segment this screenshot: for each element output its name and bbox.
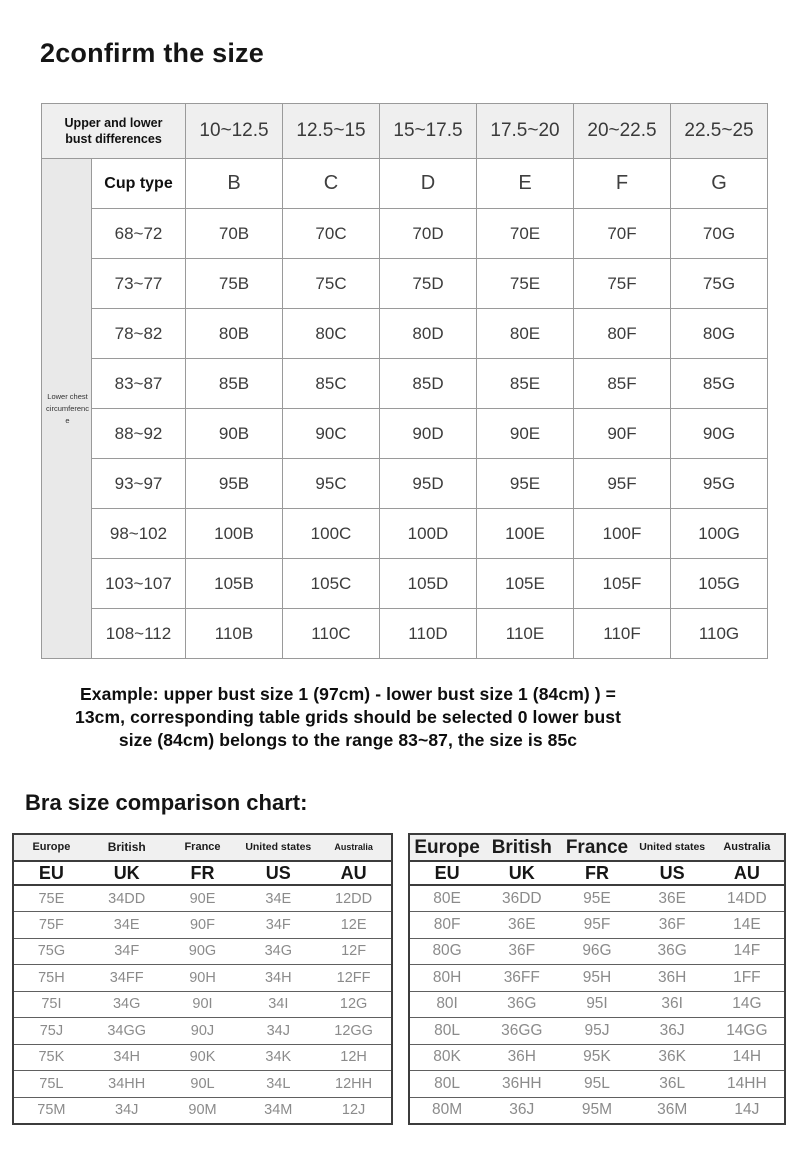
comparison-size-value: 75K [13,1044,89,1071]
bra-size-value: 95E [477,459,574,509]
comparison-table-body-0 [13,834,392,1124]
comparison-size-value: 95M [559,1097,634,1124]
country-code-row [13,861,392,885]
comparison-size-value: 80F [409,912,484,939]
country-header: Australia [710,834,785,861]
comparison-size-value: 14HH [710,1071,785,1098]
comparison-size-value: 12F [316,938,392,965]
comparison-size-value: 14GG [710,1018,785,1045]
comparison-size-value: 75G [13,938,89,965]
bra-size-value: 80C [283,309,380,359]
lower-chest-range: 73~77 [92,259,186,309]
country-code: UK [89,861,165,885]
comparison-row [13,912,392,939]
comparison-size-value: 1FF [710,965,785,992]
comparison-size-value: 14DD [710,885,785,912]
bra-size-value: 95D [380,459,477,509]
bra-size-value: 105C [283,559,380,609]
bra-size-value: 90F [574,409,671,459]
bra-size-value: 110C [283,609,380,659]
comparison-size-value: 95L [559,1071,634,1098]
size-table-body [42,104,768,659]
bust-difference-range: 15~17.5 [380,104,477,159]
comparison-size-value: 80E [409,885,484,912]
bra-size-value: 90G [671,409,768,459]
comparison-row [13,1097,392,1124]
size-table-row [42,259,768,309]
comparison-size-value: 75L [13,1071,89,1098]
country-header: United states [635,834,710,861]
bra-size-value: 90B [186,409,283,459]
comparison-size-value: 12G [316,991,392,1018]
bra-size-value: 95G [671,459,768,509]
bra-size-value: 80B [186,309,283,359]
bra-size-value: 75G [671,259,768,309]
country-code: EU [13,861,89,885]
bra-size-value: 110D [380,609,477,659]
comparison-size-value: 36H [635,965,710,992]
comparison-size-value: 95E [559,885,634,912]
lower-chest-range: 98~102 [92,509,186,559]
comparison-size-value: 90H [165,965,241,992]
comparison-size-value: 34J [89,1097,165,1124]
cup-letter: F [574,159,671,209]
comparison-size-value: 34I [240,991,316,1018]
bra-size-value: 90C [283,409,380,459]
comparison-size-value: 80L [409,1071,484,1098]
cup-letter: B [186,159,283,209]
comparison-size-value: 34G [89,991,165,1018]
bra-size-value: 105G [671,559,768,609]
example-line: size (84cm) belongs to the range 83~87, the size is 85c [118,730,578,751]
comparison-row [409,1018,785,1045]
comparison-size-value: 12FF [316,965,392,992]
country-code: AU [710,861,785,885]
comparison-size-value: 36J [635,1018,710,1045]
comparison-size-value: 90F [165,912,241,939]
comparison-table-75-band [12,833,393,1125]
comparison-row [409,991,785,1018]
comparison-size-value: 80G [409,938,484,965]
comparison-size-value: 12HH [316,1071,392,1098]
comparison-size-value: 95F [559,912,634,939]
size-table-row [42,559,768,609]
comparison-chart-heading: Bra size comparison chart: [25,790,308,815]
comparison-size-value: 90K [165,1044,241,1071]
country-header: France [559,834,634,861]
comparison-size-value: 14F [710,938,785,965]
comparison-size-value: 75J [13,1018,89,1045]
comparison-size-value: 80L [409,1018,484,1045]
bra-size-value: 110G [671,609,768,659]
comparison-size-value: 12DD [316,885,392,912]
comparison-size-value: 36H [484,1044,559,1071]
cup-letter: G [671,159,768,209]
comparison-size-value: 14H [710,1044,785,1071]
comparison-row [13,1071,392,1098]
comparison-size-value: 90M [165,1097,241,1124]
size-table-row [42,609,768,659]
comparison-size-value: 36GG [484,1018,559,1045]
country-code: UK [484,861,559,885]
comparison-size-value: 36F [635,912,710,939]
comparison-size-value: 36FF [484,965,559,992]
country-code: FR [559,861,634,885]
bra-size-value: 100E [477,509,574,559]
lower-chest-range: 103~107 [92,559,186,609]
comparison-size-value: 34G [240,938,316,965]
comparison-size-value: 34DD [89,885,165,912]
comparison-row [13,965,392,992]
bra-size-value: 85E [477,359,574,409]
bra-size-value: 95F [574,459,671,509]
bra-size-value: 100B [186,509,283,559]
comparison-size-value: 36G [484,991,559,1018]
comparison-row [409,912,785,939]
bust-difference-range: 20~22.5 [574,104,671,159]
lower-chest-range: 108~112 [92,609,186,659]
lower-chest-range: 68~72 [92,209,186,259]
comparison-size-value: 34H [240,965,316,992]
comparison-size-value: 36E [635,885,710,912]
bra-size-value: 85B [186,359,283,409]
comparison-size-value: 12GG [316,1018,392,1045]
country-header: British [484,834,559,861]
bra-size-value: 110F [574,609,671,659]
comparison-size-value: 90I [165,991,241,1018]
bra-size-value: 105F [574,559,671,609]
comparison-size-value: 36HH [484,1071,559,1098]
comparison-size-value: 75E [13,885,89,912]
bust-difference-range: 12.5~15 [283,104,380,159]
comparison-size-value: 36K [635,1044,710,1071]
bra-size-value: 70E [477,209,574,259]
bra-size-value: 85G [671,359,768,409]
bra-size-value: 100G [671,509,768,559]
bra-size-value: 100D [380,509,477,559]
country-header-row [409,834,785,861]
lower-chest-side-label: Lower chest circumference [42,159,92,659]
comparison-size-value: 34J [240,1018,316,1045]
bra-size-value: 90D [380,409,477,459]
comparison-size-value: 36G [635,938,710,965]
comparison-size-value: 75H [13,965,89,992]
bra-size-value: 75E [477,259,574,309]
country-code: FR [165,861,241,885]
country-code: EU [409,861,484,885]
bra-size-value: 70D [380,209,477,259]
comparison-row [409,1071,785,1098]
comparison-size-value: 14E [710,912,785,939]
comparison-row [409,938,785,965]
bra-size-value: 75C [283,259,380,309]
comparison-size-value: 90E [165,885,241,912]
comparison-size-value: 95H [559,965,634,992]
comparison-size-value: 80H [409,965,484,992]
bra-size-value: 85C [283,359,380,409]
lower-chest-range: 83~87 [92,359,186,409]
comparison-size-value: 12J [316,1097,392,1124]
size-table [41,103,768,659]
bra-size-value: 80F [574,309,671,359]
bra-size-value: 105D [380,559,477,609]
comparison-size-value: 34GG [89,1018,165,1045]
comparison-size-value: 12H [316,1044,392,1071]
bra-size-value: 70C [283,209,380,259]
comparison-size-value: 36E [484,912,559,939]
bra-size-value: 110B [186,609,283,659]
comparison-size-value: 90L [165,1071,241,1098]
bra-size-value: 105E [477,559,574,609]
comparison-size-value: 95I [559,991,634,1018]
cup-type-row [42,159,768,209]
comparison-row [13,991,392,1018]
comparison-row [13,1044,392,1071]
comparison-size-value: 75I [13,991,89,1018]
comparison-size-value: 34HH [89,1071,165,1098]
country-header: Europe [409,834,484,861]
lower-chest-range: 88~92 [92,409,186,459]
comparison-row [409,1044,785,1071]
country-code-row [409,861,785,885]
comparison-size-value: 34M [240,1097,316,1124]
bra-size-value: 70B [186,209,283,259]
size-table-row [42,209,768,259]
lower-chest-range: 93~97 [92,459,186,509]
comparison-size-value: 34F [240,912,316,939]
comparison-size-value: 36M [635,1097,710,1124]
comparison-size-value: 14J [710,1097,785,1124]
country-header: Europe [13,834,89,861]
comparison-size-value: 34FF [89,965,165,992]
country-code: AU [316,861,392,885]
country-header: Australia [316,834,392,861]
comparison-row [13,938,392,965]
comparison-row [409,1097,785,1124]
comparison-size-value: 36F [484,938,559,965]
bra-size-value: 75D [380,259,477,309]
comparison-size-value: 75F [13,912,89,939]
comparison-size-value: 80I [409,991,484,1018]
country-header-row [13,834,392,861]
example-line: Example: upper bust size 1 (97cm) - lower bust size 1 (84cm) ) = [80,684,616,704]
comparison-size-value: 96G [559,938,634,965]
country-code: US [240,861,316,885]
bust-difference-header: Upper and lower bust differences [42,104,186,159]
comparison-size-value: 95K [559,1044,634,1071]
comparison-row [13,1018,392,1045]
comparison-size-value: 34H [89,1044,165,1071]
comparison-table-body-1 [409,834,785,1124]
size-table-row [42,459,768,509]
country-header: British [89,834,165,861]
comparison-size-value: 36I [635,991,710,1018]
bust-difference-range: 22.5~25 [671,104,768,159]
page-title: 2confirm the size [40,38,264,68]
size-table-row [42,509,768,559]
country-header: United states [240,834,316,861]
comparison-size-value: 36L [635,1071,710,1098]
comparison-size-value: 36J [484,1097,559,1124]
comparison-row [409,965,785,992]
bra-size-value: 75B [186,259,283,309]
bust-difference-range: 17.5~20 [477,104,574,159]
bra-size-value: 80D [380,309,477,359]
cup-type-label: Cup type [92,159,186,209]
example-line: 13cm, corresponding table grids should be selected 0 lower bust [74,707,621,728]
lower-chest-range: 78~82 [92,309,186,359]
bra-size-value: 95B [186,459,283,509]
bust-difference-range: 10~12.5 [186,104,283,159]
cup-letter: C [283,159,380,209]
cup-letter: D [380,159,477,209]
bra-size-value: 105B [186,559,283,609]
comparison-size-value: 12E [316,912,392,939]
comparison-size-value: 90G [165,938,241,965]
comparison-size-value: 34L [240,1071,316,1098]
cup-letter: E [477,159,574,209]
bra-size-value: 70F [574,209,671,259]
bra-size-value: 90E [477,409,574,459]
comparison-size-value: 95J [559,1018,634,1045]
country-header: France [165,834,241,861]
bra-size-value: 80E [477,309,574,359]
comparison-size-value: 34E [240,885,316,912]
comparison-tables [12,833,786,1125]
bra-size-value: 110E [477,609,574,659]
comparison-size-value: 80M [409,1097,484,1124]
comparison-row [13,885,392,912]
size-table-row [42,409,768,459]
comparison-size-value: 75M [13,1097,89,1124]
bra-size-value: 80G [671,309,768,359]
size-table-row [42,309,768,359]
bra-size-value: 70G [671,209,768,259]
comparison-size-value: 36DD [484,885,559,912]
bra-size-value: 85F [574,359,671,409]
comparison-size-value: 90J [165,1018,241,1045]
comparison-size-value: 80K [409,1044,484,1071]
size-table-header-row [42,104,768,159]
bra-size-value: 100F [574,509,671,559]
comparison-size-value: 34E [89,912,165,939]
comparison-row [409,885,785,912]
sizing-example-note [36,683,660,752]
bra-size-value: 85D [380,359,477,409]
comparison-size-value: 14G [710,991,785,1018]
bra-size-value: 100C [283,509,380,559]
size-table-row [42,359,768,409]
bra-size-value: 75F [574,259,671,309]
comparison-size-value: 34K [240,1044,316,1071]
comparison-table-80-band [408,833,786,1125]
country-code: US [635,861,710,885]
bra-size-value: 95C [283,459,380,509]
comparison-size-value: 34F [89,938,165,965]
